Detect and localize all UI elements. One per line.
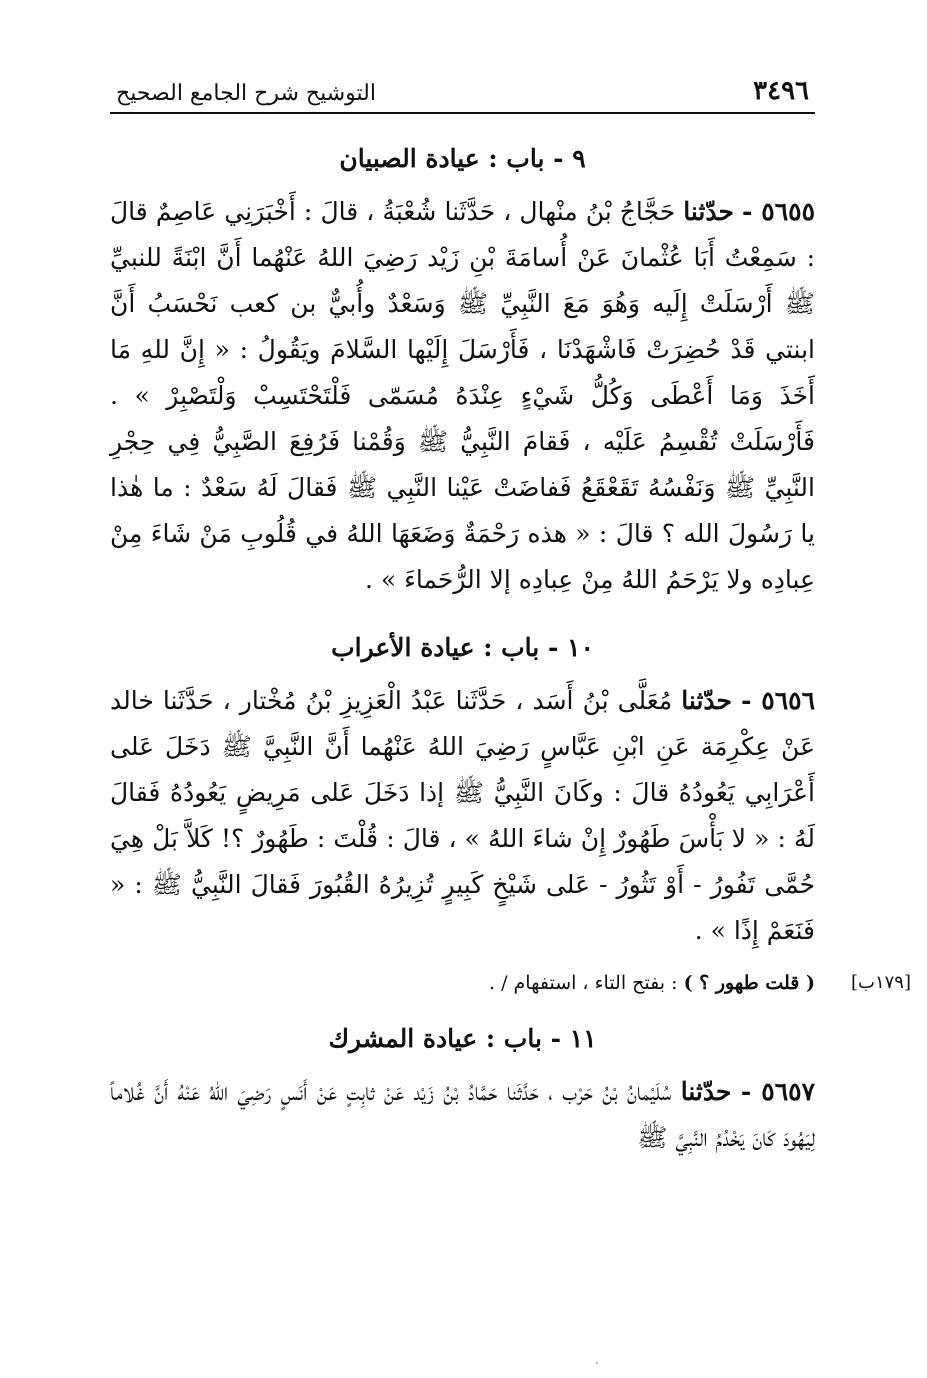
hadith-lead: حدّثنا (680, 1077, 732, 1106)
hadith-text: حَجَّاجُ بْنُ منْهال ، حَدَّثَنا شُعْبَةُ ، قالَ : أَخْبَرَنِي عَاصِمٌ قالَ : سَمِعْتُ أَبَا عُثْمانَ عَنْ أُسامَةَ بْنِ زَيْد رَضِيَ اللهُ عَنْهُما أَنَّ ابْنَةً للنبيِّ ﷺ أَرْسَلَتْ إِلَيه وَهُوَ مَعَ النَّبِيِّ ﷺ وَسَعْدٌ وأُبيٌّ بن كعب نَحْسَبُ أَنَّ ابنتي قَدْ حُضِرَتْ فَاشْهَدْنَا ، فَأَرْسَلَ إِلَيْها السَّلامَ ويَقُولُ : « إِنَّ للهِ مَا أَخَذَ وَمَا أَعْطَى وَكُلُّ شَيْءٍ عِنْدَهُ مُسَمّى فَلْتَحْتَسِبْ وَلْتَصْبِرْ » . فَأَرْسَلَتْ تُقْسِمُ عَلَيْه ، فَقامَ النَّبِيُّ ﷺ وَقُمْنا فَرُفِعَ الصَّبِيُّ فِي حِجْرِ النَّبِيِّ ﷺ وَنَفْسُهُ تَقَعْقَعُ فَفاضَتْ عَيْنا النَّبِي ﷺ فَقالَ لَهُ سَعْدٌ : ما هٰذا يا رَسُولَ الله ؟ قالَ : « هذه رَحْمَةٌ وَضَعَهَا اللهُ في قُلُوبِ مَنْ شَاءَ مِنْ عِبادِه ولا يَرْحَمُ اللهُ مِنْ عِبادِه إلا الرُّحَماءَ » . (110, 197, 815, 594)
note-text: : بفتح التاء ، استفهام / . (489, 972, 678, 994)
hadith-lead: حدّثنا (683, 197, 734, 226)
chapter-heading-9: ٩ - باب : عيادة الصبيان (339, 144, 586, 173)
book-title: التوشيح شرح الجامع الصحيح (116, 81, 376, 106)
page-number: ٣٤٩٦ (753, 76, 809, 106)
hadith-5655 (110, 189, 815, 603)
hadith-5657 (110, 1069, 815, 1161)
hadith-number: ٥٦٥٥ - (742, 197, 815, 226)
hadith-number: ٥٦٥٧ - (740, 1077, 815, 1106)
commentary-note (110, 972, 911, 994)
chapter-heading-11: ١١ - باب : عيادة المشرك (328, 1024, 597, 1053)
hadith-lead: حدّثنا (681, 686, 732, 715)
hadith-5656 (110, 678, 815, 954)
hadith-text: سُلَيْمانُ بْنُ حَرْب ، حَدَّثَنا حَمَّادُ بْنُ زَيْد عَنْ ثابِتٍ عَنْ أَنَسٍ رَضِيَ اللهُ عَنْهُ أَنَّ غُلاماً لِيَهُودَ كَانَ يَخْدُمُ النَّبِيَّ ﷺ (110, 1077, 815, 1152)
running-header (110, 60, 815, 114)
scan-speck (596, 1362, 598, 1364)
manuscript-folio-marker: [١٧٩ب] (850, 972, 911, 993)
note-term: ( قلت طهور ؟ ) (683, 972, 815, 994)
hadith-text: مُعَلَّى بْنُ أَسَد ، حَدَّثَنا عَبْدُ الْعَزِيزِ بْنُ مُخْتار ، حَدَّثَنا خالد عَنْ عِكْرِمَة عَنِ ابْنِ عَبَّاسٍ رَضِيَ اللهُ عَنْهُما أَنَّ النَّبِيَّ ﷺ دَخَلَ عَلى أَعْرَابِي يَعُودُهُ قالَ : وكَانَ النَّبِيُّ ﷺ إذا دَخَلَ عَلى مَرِيضٍ يَعُودُهُ فَقالَ لَهُ : « لا بَأْسَ طَهُورٌ إِنْ شاءَ اللهُ » ، قالَ : قُلْتَ : طَهُورٌ ؟! كَلاَّ بَلْ هِيَ حُمَّى تَفُورُ - أَوْ تَثُورُ - عَلى شَيْخٍ كَبِيرٍ تُزِيرُهُ القُبُورَ فَقالَ النَّبِيُّ ﷺ : « فَنَعَمْ إِذًا » . (110, 686, 815, 945)
book-page (110, 60, 911, 1161)
hadith-number: ٥٦٥٦ - (741, 686, 815, 715)
chapter-heading-10: ١٠ - باب : عيادة الأعراب (331, 633, 594, 662)
